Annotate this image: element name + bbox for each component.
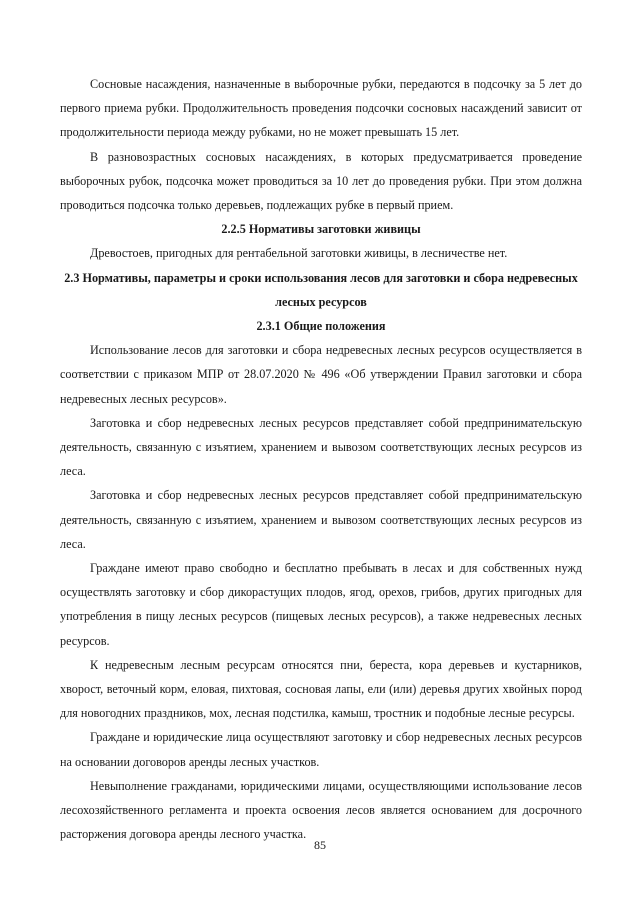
section-heading-2-3: 2.3 Нормативы, параметры и сроки использования лесов для заготовки и сбора недревесных лесных ресурсов <box>64 270 578 309</box>
paragraph: Использование лесов для заготовки и сбора недревесных лесных ресурсов осуществляется в соответствии с приказом МПР от 28.07.2020 № 496 «Об утверждении Правил заготовки и сбора недревесных лесных ресурсов». <box>60 343 582 406</box>
paragraph: Заготовка и сбор недревесных лесных ресурсов представляет собой предпринимательскую деятельность, связанную с изъятием, хранением и вывозом соответствующих лесных ресурсов из леса. <box>60 488 582 551</box>
section-heading-2-3-1: 2.3.1 Общие положения <box>256 319 386 334</box>
paragraph: Заготовка и сбор недревесных лесных ресурсов представляет собой предпринимательскую деятельность, связанную с изъятием, хранением и вывозом соответствующих лесных ресурсов из леса. <box>60 415 582 479</box>
paragraph: В разновозрастных сосновых насаждениях, в которых предусматривается проведение выборочных рубок, подсочка может проводиться за 10 лет до проведения рубки. При этом должна проводиться подсочка только деревьев, подлежащих рубке в первый прием. <box>60 149 582 213</box>
section-heading-2-2-5: 2.2.5 Нормативы заготовки живицы <box>221 222 421 237</box>
paragraph: Граждане и юридические лица осуществляют заготовку и сбор недревесных лесных ресурсов на основании договоров аренды лесных участков. <box>60 730 582 769</box>
paragraph: К недревесным лесным ресурсам относятся пни, береста, кора деревьев и кустарников, хворост, веточный корм, еловая, пихтовая, сосновая лапы, ели (или) деревья других хвойных пород для новогодних праздников, мох, лесная подстилка, камыш, тростник и подобные лесные ресурсы. <box>60 657 582 721</box>
paragraph: Граждане имеют право свободно и бесплатно пребывать в лесах и для собственных нужд осуществлять заготовку и сбор дикорастущих плодов, ягод, орехов, грибов, других пригодных для употребления в пищу лесных ресурсов (пищевых лесных ресурсов), а также недревесных лесных ресурсов. <box>60 561 582 648</box>
page-number: 85 <box>314 838 326 852</box>
paragraph: Невыполнение гражданами, юридическими лицами, осуществляющими использование лесов лесохозяйственного регламента и проекта освоения лесов является основанием для досрочного расторжения договора аренды лесного участка. <box>60 778 582 842</box>
paragraph: Сосновые насаждения, назначенные в выборочные рубки, передаются в подсочку за 5 лет до первого приема рубки. Продолжительность проведения подсочки сосновых насаждений зависит от продолжительности периода между рубками, но не может превышать 15 лет. <box>60 77 582 140</box>
document-page <box>60 72 582 847</box>
paragraph: Древостоев, пригодных для рентабельной заготовки живицы, в лесничестве нет. <box>90 246 508 261</box>
